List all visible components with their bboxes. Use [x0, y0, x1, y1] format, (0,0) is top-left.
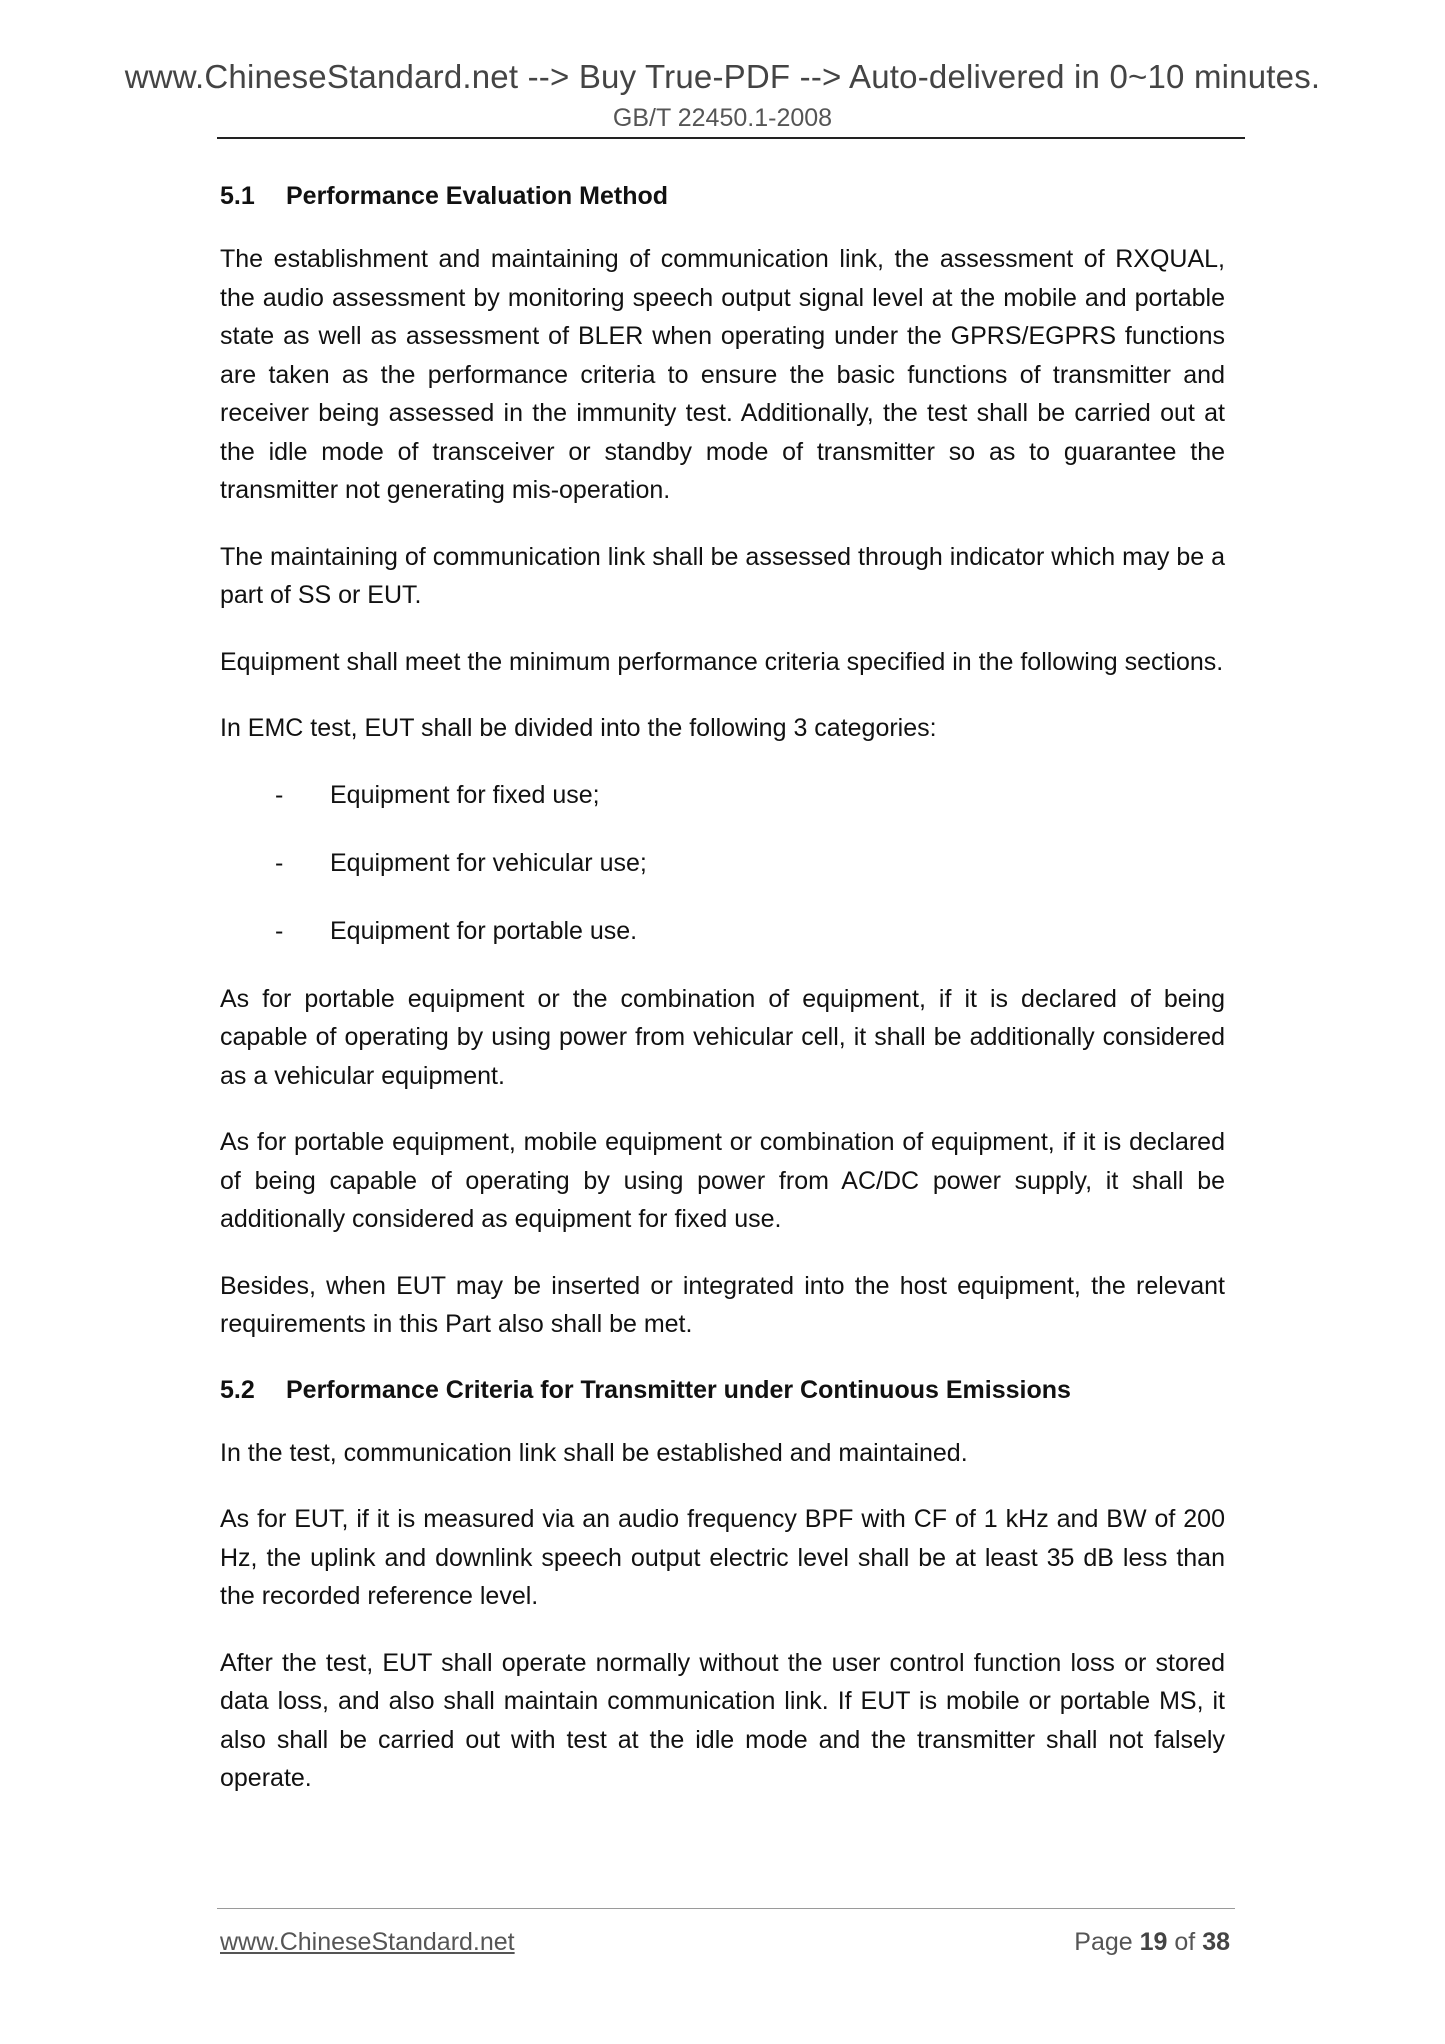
paragraph: After the test, EUT shall operate normally without the user control function loss or stored data loss, and also shall maintain communication link. If EUT is mobile or portable MS, it also shall be carried out with test at the idle mode and the transmitter shall not falsely operate.: [220, 1648, 1225, 1792]
paragraph: The establishment and maintaining of communication link, the assessment of RXQUAL, the audio assessment by monitoring speech output signal level at the mobile and portable state as well as assessment of BLER when operating under the GPRS/EGPRS functions are taken as the performance criteria to ensure the basic functions of transmitter and receiver being assessed in the immunity test. Additionally, the test shall be carried out at the idle mode of transceiver or standby mode of transmitter so as to guarantee the transmitter not generating mis-operation.: [220, 245, 1225, 504]
header-banner: www.ChineseStandard.net --> Buy True-PDF --> Auto-delivered in 0~10 minutes.: [124, 58, 1321, 95]
bullet-dash: -: [275, 780, 284, 809]
bullet-dash: -: [275, 916, 284, 945]
paragraph: As for EUT, if it is measured via an audio frequency BPF with CF of 1 kHz and BW of 200 Hz, the uplink and downlink speech output electric level shall be at least 35 dB less than the recorded reference level.: [220, 1505, 1225, 1610]
paragraph: The maintaining of communication link shall be assessed through indicator which may be a part of SS or EUT.: [220, 542, 1225, 609]
bullet-item: [220, 912, 1225, 950]
section-number: 5.1: [220, 182, 255, 210]
bullet-item: [220, 776, 1225, 814]
page-indicator: [1060, 1928, 1230, 1957]
page-content: [220, 178, 1225, 1826]
header-divider: [217, 137, 1245, 139]
section-title: Performance Evaluation Method: [286, 182, 669, 210]
page-of-word: of: [1174, 1928, 1196, 1956]
section-number: 5.2: [220, 1375, 255, 1404]
paragraph: As for portable equipment, mobile equipment or combination of equipment, if it is declared of being capable of operating by using power from AC/DC power supply, it shall be additionally considered as equipment for fixed use.: [220, 1128, 1225, 1233]
bullet-item: [220, 844, 1225, 882]
footer-divider: [217, 1908, 1235, 1909]
paragraph: In EMC test, EUT shall be divided into the following 3 categories:: [220, 714, 937, 742]
footer-website-link[interactable]: www.ChineseStandard.net: [220, 1928, 515, 1956]
paragraph: In the test, communication link shall be established and maintained.: [220, 1438, 968, 1467]
section-5-2-heading: [220, 1372, 1225, 1408]
bullet-text: Equipment for vehicular use;: [330, 848, 647, 877]
bullet-text: Equipment for fixed use;: [330, 780, 600, 809]
page-word: Page: [1074, 1928, 1133, 1956]
paragraph: Besides, when EUT may be inserted or integrated into the host equipment, the relevant requirements in this Part also shall be met.: [220, 1271, 1225, 1338]
document-number: GB/T 22450.1-2008: [612, 104, 833, 132]
total-pages-number: 38: [1202, 1928, 1230, 1956]
current-page-number: 19: [1139, 1928, 1168, 1956]
bullet-text: Equipment for portable use.: [330, 916, 638, 945]
paragraph: Equipment shall meet the minimum performance criteria specified in the following sections.: [220, 647, 1224, 676]
paragraph: As for portable equipment or the combination of equipment, if it is declared of being capable of operating by using power from vehicular cell, it shall be additionally considered as a vehicular equipment.: [220, 984, 1225, 1090]
bullet-dash: -: [275, 848, 284, 877]
section-5-1-heading: [220, 178, 1225, 214]
section-title: Performance Criteria for Transmitter under Continuous Emissions: [286, 1375, 1071, 1404]
